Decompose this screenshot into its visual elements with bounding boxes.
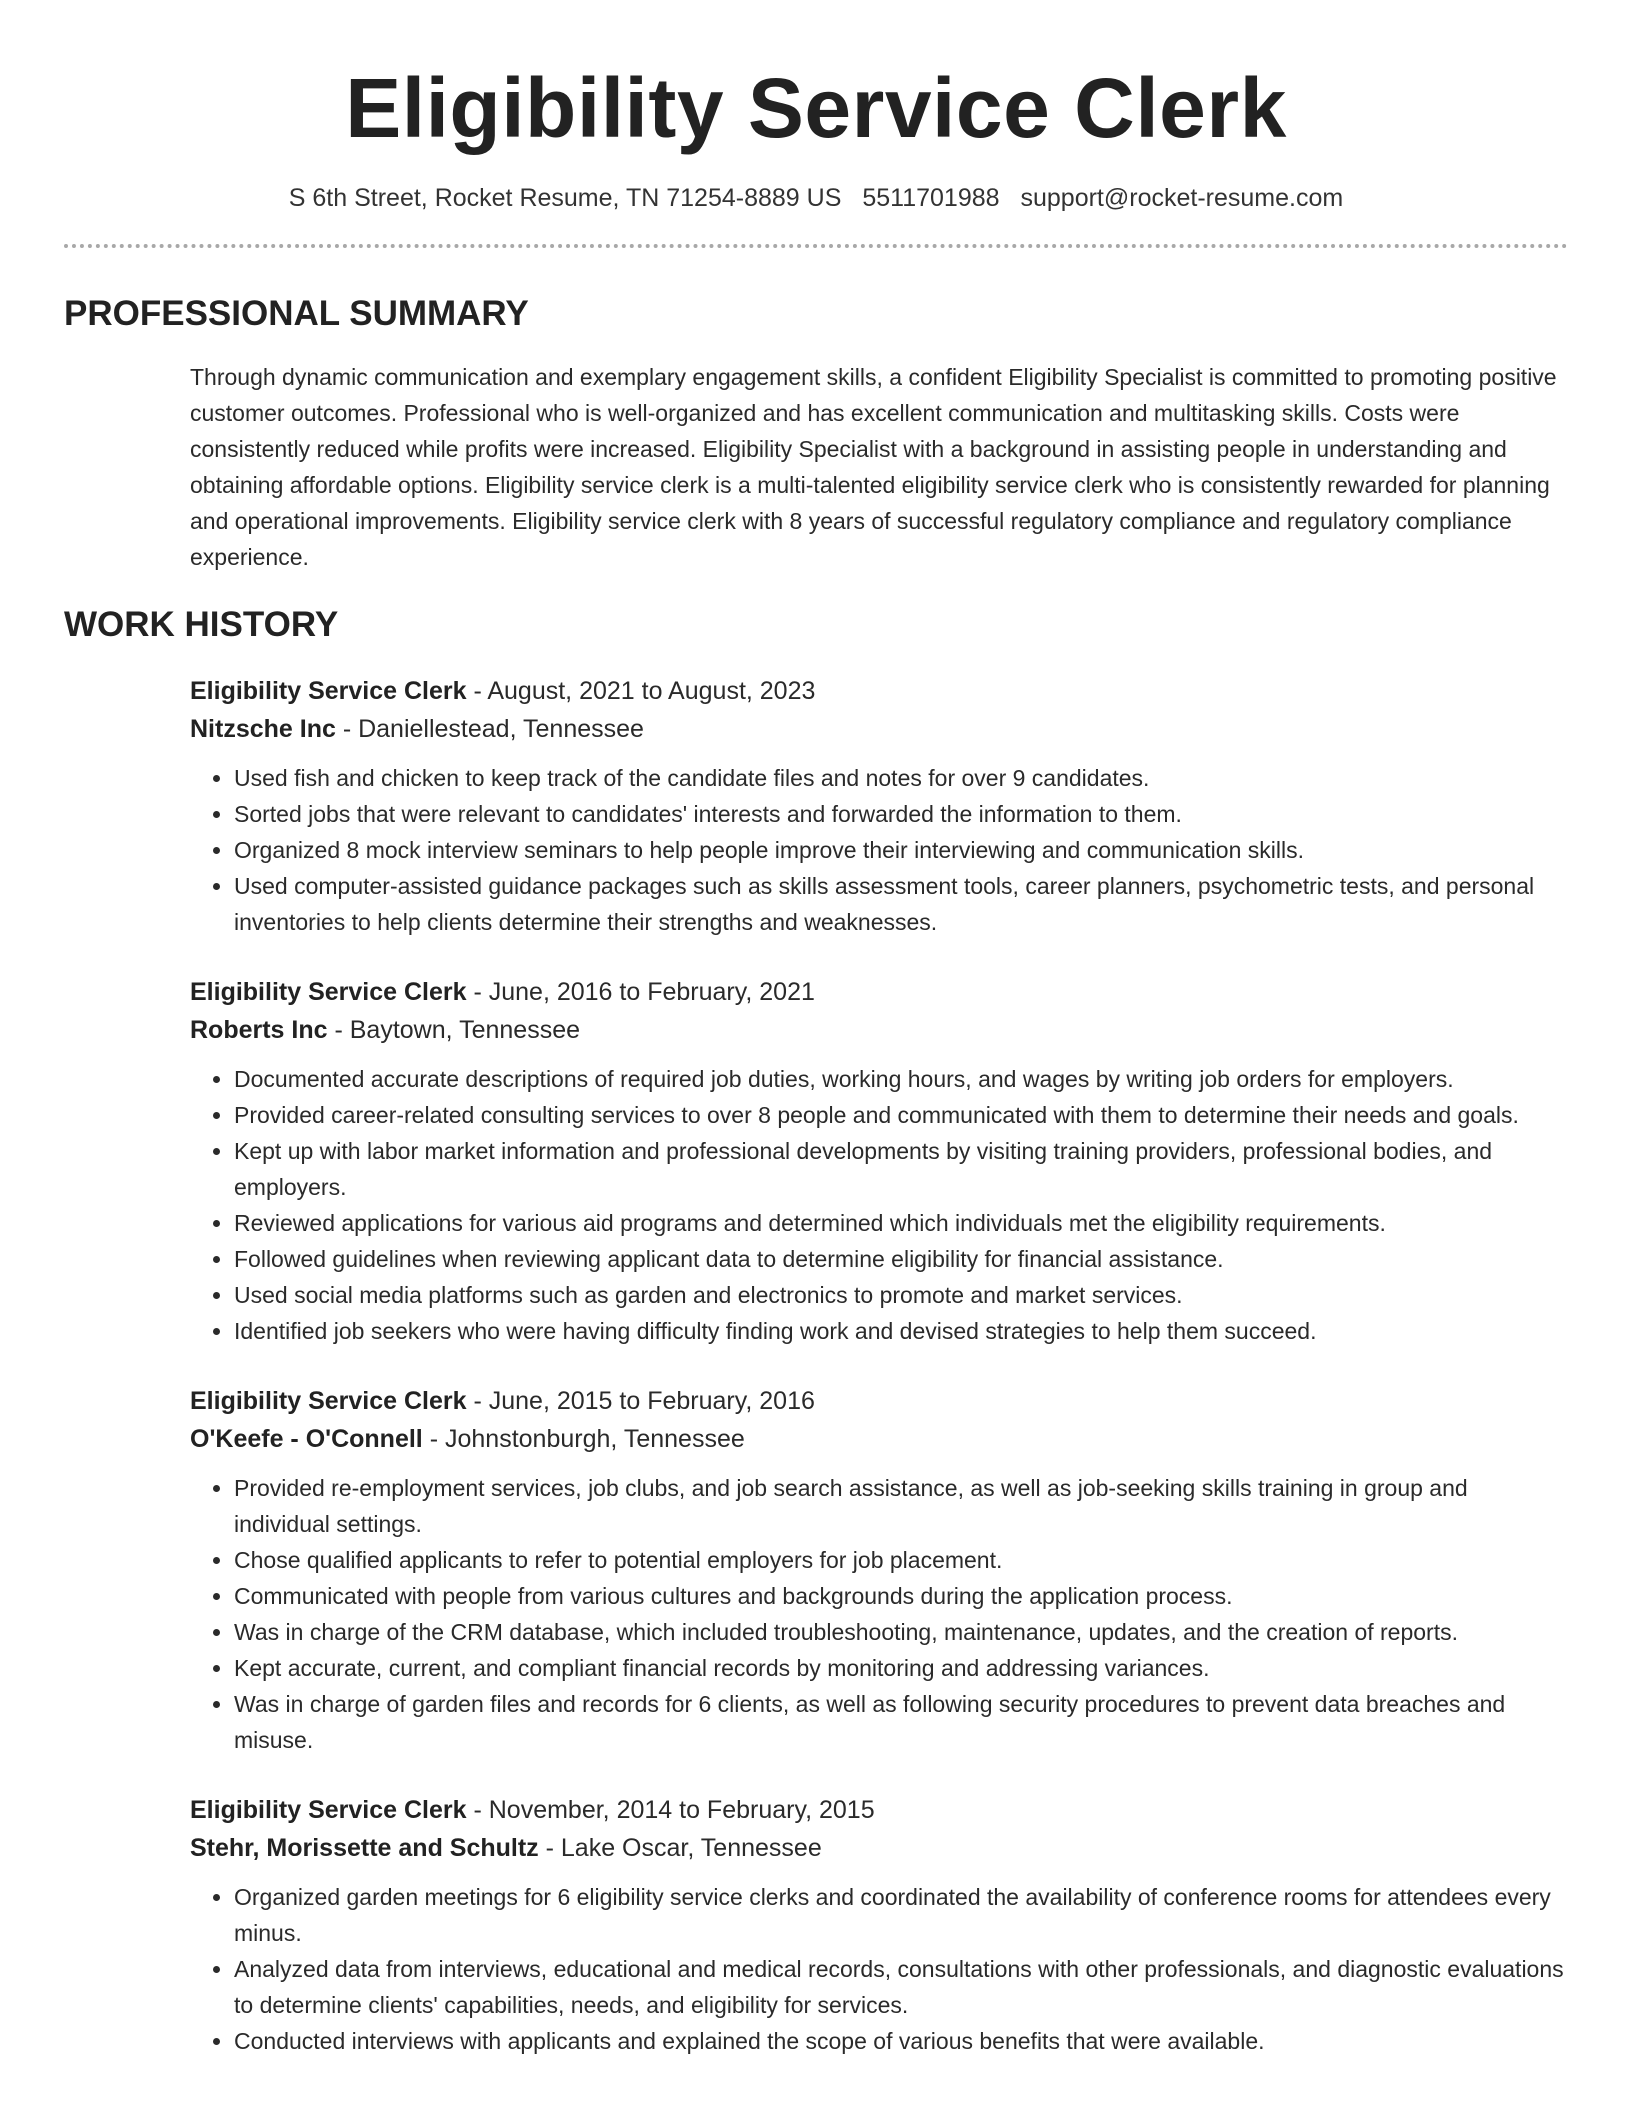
summary-text: Through dynamic communication and exemplary engagement skills, a confident Eligibility Specialist is committed to promoting positive customer outcomes. Professional who is well-organized and has excellent communication and multitasking skills. Costs were consistently reduced while profits were increased. Eligibility Specialist with a background in assisting people in understanding and obtaining affordable options. Eligibility service clerk is a multi-talented eligibility service clerk who is consistently rewarded for planning and operational improvements. Eligibility service clerk with 8 years of successful regulatory compliance and regulatory compliance experience. <box>190 364 1557 570</box>
job-company: Nitzsche Inc <box>190 715 336 743</box>
job-bullet: • Provided re-employment services, job clubs, and job search assistance, as well as job-seeking skills training in group and individual settings. <box>234 1470 1568 1542</box>
job-company-line <box>190 1420 1568 1458</box>
header-divider <box>64 244 1568 248</box>
job-company: Roberts Inc <box>190 1016 328 1044</box>
job-title: Eligibility Service Clerk <box>190 677 467 705</box>
job-bullet: • Used social media platforms such as garden and electronics to promote and market services. <box>234 1277 1568 1313</box>
job-title-line <box>190 1382 1568 1420</box>
job-bullet: • Communicated with people from various cultures and backgrounds during the application process. <box>234 1578 1568 1614</box>
job-title-line <box>190 1791 1568 1829</box>
job-dates: - August, 2021 to August, 2023 <box>466 677 816 705</box>
job-company-line <box>190 1011 1568 1049</box>
job-location: - Lake Oscar, Tennessee <box>538 1834 822 1862</box>
job-bullet: • Was in charge of garden files and records for 6 clients, as well as following security procedures to prevent data breaches and misuse. <box>234 1686 1568 1758</box>
resume-title: Eligibility Service Clerk <box>345 61 1287 155</box>
resume-page <box>64 0 1568 2059</box>
job-bullet: • Provided career-related consulting services to over 8 people and communicated with them to determine their needs and goals. <box>234 1097 1568 1133</box>
section-heading-work: WORK HISTORY <box>64 605 339 644</box>
professional-summary-section <box>64 292 1568 575</box>
job-company: Stehr, Morissette and Schultz <box>190 1834 539 1862</box>
job-bullets <box>190 760 1568 940</box>
job-company-line <box>190 710 1568 748</box>
job-dates: - November, 2014 to February, 2015 <box>466 1796 875 1824</box>
job-bullet: • Reviewed applications for various aid programs and determined which individuals met the eligibility requirements. <box>234 1205 1568 1241</box>
job-bullet: • Used fish and chicken to keep track of the candidate files and notes for over 9 candidates. <box>234 760 1568 796</box>
job-bullet: • Organized garden meetings for 6 eligibility service clerks and coordinated the availability of conference rooms for attendees every minus. <box>234 1879 1568 1951</box>
job-title: Eligibility Service Clerk <box>190 1387 467 1415</box>
section-heading-summary: PROFESSIONAL SUMMARY <box>64 294 529 333</box>
job-entry <box>190 973 1568 1349</box>
job-dates: - June, 2016 to February, 2021 <box>466 978 815 1006</box>
job-entry <box>190 1791 1568 2059</box>
job-company-line <box>190 1829 1568 1867</box>
contact-address: S 6th Street, Rocket Resume, TN 71254-8889 US <box>288 184 842 212</box>
job-bullet: • Kept up with labor market information and professional developments by visiting training providers, professional bodies, and employers. <box>234 1133 1568 1205</box>
contact-line <box>64 182 1568 214</box>
job-dates: - June, 2015 to February, 2016 <box>466 1387 815 1415</box>
job-bullet: • Identified job seekers who were having difficulty finding work and devised strategies to help them succeed. <box>234 1313 1568 1349</box>
job-title: Eligibility Service Clerk <box>190 1796 467 1824</box>
job-title: Eligibility Service Clerk <box>190 978 467 1006</box>
job-location: - Daniellestead, Tennessee <box>335 715 644 743</box>
job-bullets <box>190 1061 1568 1349</box>
job-bullet: • Conducted interviews with applicants and explained the scope of various benefits that were available. <box>234 2023 1568 2059</box>
job-bullet: • Was in charge of the CRM database, which included troubleshooting, maintenance, updates, and the creation of reports. <box>234 1614 1568 1650</box>
job-bullet: • Documented accurate descriptions of required job duties, working hours, and wages by writing job orders for employers. <box>234 1061 1568 1097</box>
job-bullet: • Kept accurate, current, and compliant financial records by monitoring and addressing variances. <box>234 1650 1568 1686</box>
job-title-line <box>190 973 1568 1011</box>
job-bullet: • Analyzed data from interviews, educational and medical records, consultations with other professionals, and diagnostic evaluations to determine clients' capabilities, needs, and eligibility for services. <box>234 1951 1568 2023</box>
job-bullet: • Sorted jobs that were relevant to candidates' interests and forwarded the information to them. <box>234 796 1568 832</box>
job-bullet: • Organized 8 mock interview seminars to help people improve their interviewing and communication skills. <box>234 832 1568 868</box>
work-history-section <box>64 603 1568 2059</box>
contact-email: support@rocket-resume.com <box>1020 184 1344 212</box>
job-bullets <box>190 1470 1568 1758</box>
contact-phone: 5511701988 <box>862 184 1000 212</box>
job-location: - Johnstonburgh, Tennessee <box>422 1425 745 1453</box>
job-bullet: • Used computer-assisted guidance packages such as skills assessment tools, career planners, psychometric tests, and personal inventories to help clients determine their strengths and weaknesses. <box>234 868 1568 940</box>
job-title-line <box>190 672 1568 710</box>
job-bullet: • Followed guidelines when reviewing applicant data to determine eligibility for financial assistance. <box>234 1241 1568 1277</box>
job-bullet: • Chose qualified applicants to refer to potential employers for job placement. <box>234 1542 1568 1578</box>
job-location: - Baytown, Tennessee <box>327 1016 580 1044</box>
job-company: O'Keefe - O'Connell <box>190 1425 423 1453</box>
job-entry <box>190 672 1568 940</box>
job-entry <box>190 1382 1568 1758</box>
job-bullets <box>190 1879 1568 2059</box>
